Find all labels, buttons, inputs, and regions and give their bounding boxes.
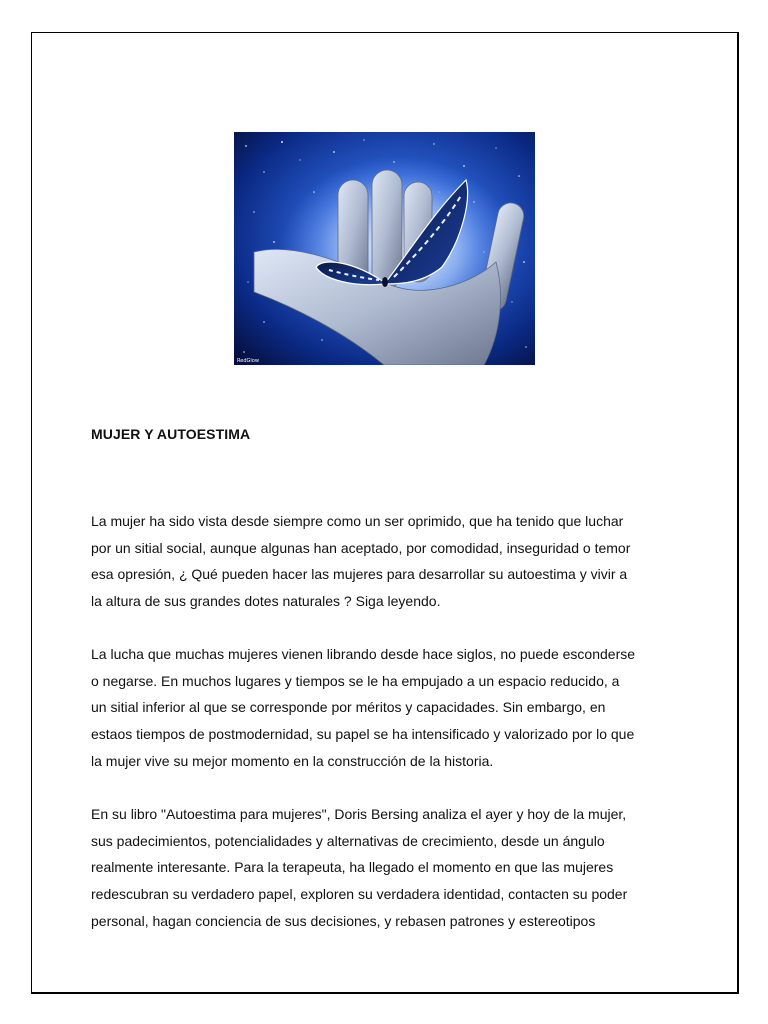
text-line: redescubran su verdadero papel, exploren su verdadera identidad, contacten su poder (91, 886, 628, 903)
hand-butterfly-image (234, 132, 535, 365)
text-line: La lucha que muchas mujeres vienen librando desde hace siglos, no puede esconderse (91, 646, 636, 662)
text-line: realmente interesante. Para la terapeuta, ha llegado el momento en que las mujeres (91, 859, 614, 876)
document-page (31, 32, 739, 994)
image-watermark: RedGlow (237, 358, 259, 364)
text-line: estaos tiempos de postmodernidad, su papel se ha intensificado y valorizado por lo que (91, 726, 635, 743)
paragraph-2 (91, 641, 711, 775)
hand-butterfly-illustration (234, 132, 535, 365)
text-line: La mujer ha sido vista desde siempre como un ser oprimido, que ha tenido que luchar (91, 513, 624, 529)
text-line: un sitial inferior al que se corresponde por méritos y capacidades. Sin embargo, en (91, 699, 606, 716)
text-line: por un sitial social, aunque algunas han aceptado, por comodidad, inseguridad o temor (91, 539, 631, 556)
text-line: la altura de sus grandes dotes naturales ? Siga leyendo. (91, 593, 441, 610)
paragraph-3 (91, 801, 711, 935)
text-line: personal, hagan conciencia de sus decisiones, y rebasen patrones y estereotipos (91, 912, 596, 929)
document-title: MUJER Y AUTOESTIMA (91, 426, 251, 442)
text-line: sus padecimientos, potencialidades y alternativas de crecimiento, desde un ángulo (91, 832, 605, 849)
text-line: En su libro "Autoestima para mujeres", Doris Bersing analiza el ayer y hoy de la mujer, (91, 806, 627, 822)
paragraph-1 (91, 508, 711, 615)
text-line: esa opresión, ¿ Qué pueden hacer las mujeres para desarrollar su autoestima y vivir a (91, 566, 628, 583)
text-line: o negarse. En muchos lugares y tiempos se le ha empujado a un espacio reducido, a (91, 672, 620, 689)
text-line: la mujer vive su mejor momento en la construcción de la historia. (91, 752, 494, 769)
